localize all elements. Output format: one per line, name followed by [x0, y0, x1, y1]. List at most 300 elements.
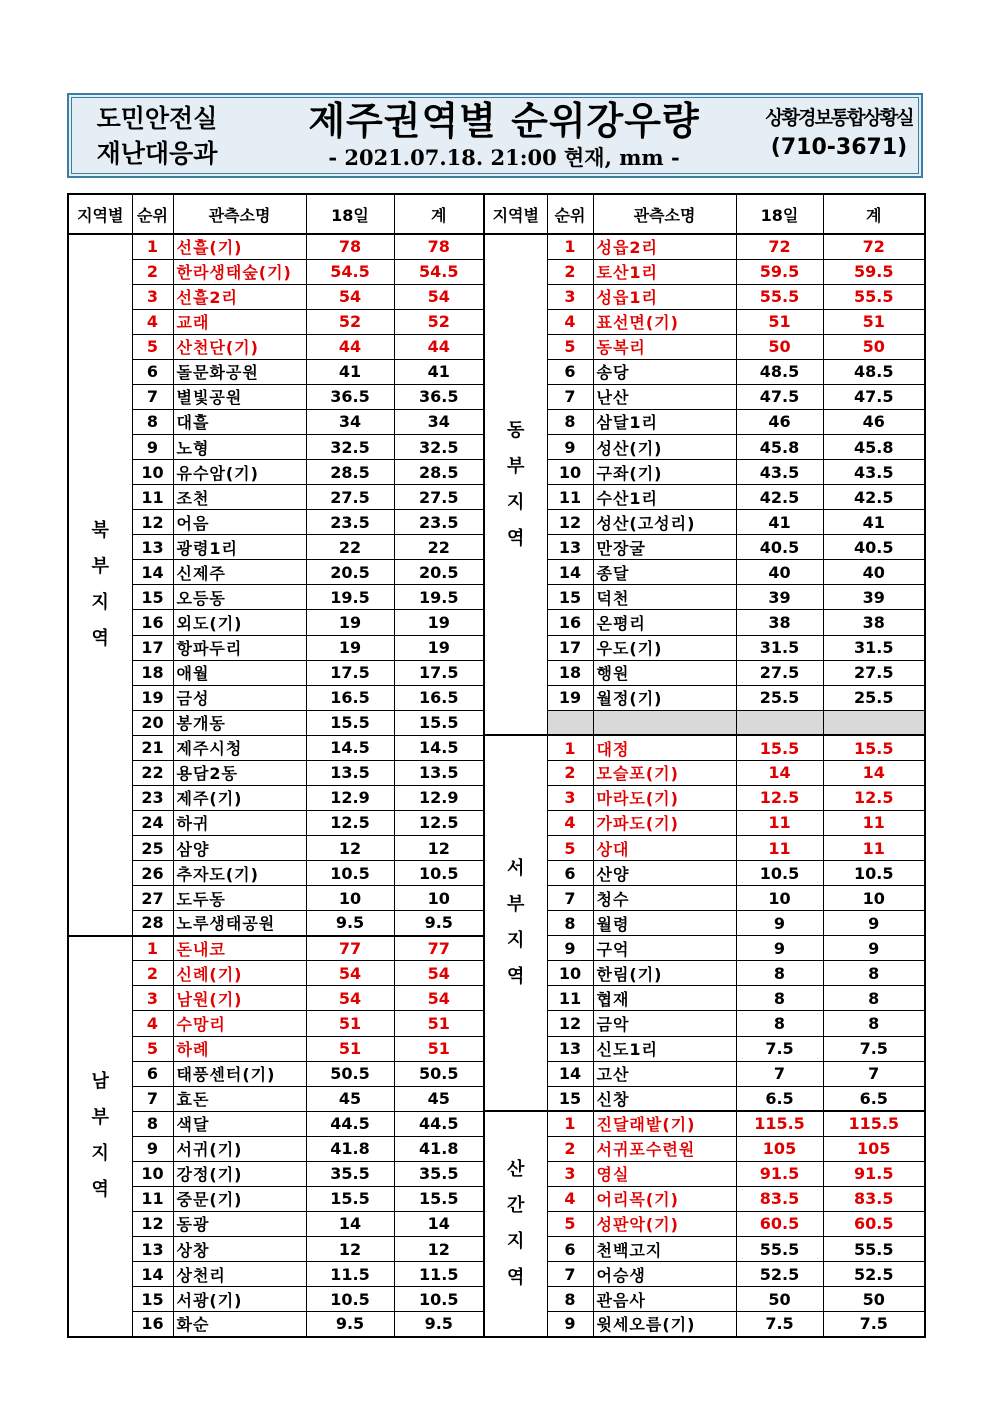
total-rainfall-cell: 11 [823, 836, 925, 861]
table-row [68, 1111, 925, 1136]
day-rainfall-cell: 20.5 [306, 560, 394, 585]
rank-cell: 14 [547, 1061, 593, 1086]
day-rainfall-cell: 45 [306, 1086, 394, 1111]
total-rainfall-cell: 9.5 [394, 911, 484, 936]
total-rainfall-cell: 40.5 [823, 535, 925, 560]
col-header-station: 관측소명 [593, 194, 736, 234]
total-rainfall-cell: 54 [394, 986, 484, 1011]
rank-cell: 3 [547, 284, 593, 309]
total-rainfall-cell: 9 [823, 911, 925, 936]
station-name-cell: 구좌(기) [593, 460, 736, 485]
day-rainfall-cell: 42.5 [736, 485, 823, 510]
total-rainfall-cell: 78 [394, 234, 484, 259]
total-rainfall-cell: 91.5 [823, 1161, 925, 1186]
day-rainfall-cell: 46 [736, 409, 823, 434]
rank-cell: 12 [132, 510, 173, 535]
day-rainfall-cell: 27.5 [736, 660, 823, 685]
total-rainfall-cell: 44.5 [394, 1111, 484, 1136]
rank-cell: 18 [547, 660, 593, 685]
station-name-cell: 성읍2리 [593, 234, 736, 259]
total-rainfall-cell: 72 [823, 234, 925, 259]
total-rainfall-cell: 48.5 [823, 359, 925, 384]
region-label-char: 남 [91, 1071, 109, 1093]
rank-cell: 6 [132, 1061, 173, 1086]
total-rainfall-cell: 52.5 [823, 1262, 925, 1287]
table-body [68, 234, 925, 1337]
station-name-cell: 금악 [593, 1011, 736, 1036]
rank-cell: 19 [132, 685, 173, 710]
station-name-cell: 모슬포(기) [593, 760, 736, 785]
day-rainfall-cell: 9.5 [306, 1312, 394, 1337]
rank-cell: 11 [132, 485, 173, 510]
region-label-char: 역 [507, 1266, 525, 1288]
total-rainfall-cell: 55.5 [823, 284, 925, 309]
rank-cell: 4 [132, 1011, 173, 1036]
day-rainfall-cell: 48.5 [736, 359, 823, 384]
region-label [68, 234, 132, 936]
day-rainfall-cell: 39 [736, 585, 823, 610]
rank-cell: 19 [547, 685, 593, 710]
total-rainfall-cell: 14 [823, 760, 925, 785]
rank-cell: 9 [132, 1136, 173, 1161]
station-name-cell: 제주시청 [173, 735, 306, 760]
station-name-cell: 월령 [593, 911, 736, 936]
rank-cell: 3 [132, 284, 173, 309]
rank-cell: 17 [547, 635, 593, 660]
rank-cell: 2 [132, 961, 173, 986]
day-rainfall-cell: 8 [736, 1011, 823, 1036]
rank-cell: 25 [132, 836, 173, 861]
day-rainfall-cell: 38 [736, 610, 823, 635]
col-header-rank: 순위 [132, 194, 173, 234]
rank-cell: 11 [547, 485, 593, 510]
station-name-cell: 산천단(기) [173, 334, 306, 359]
rank-cell: 16 [132, 1312, 173, 1337]
day-rainfall-cell: 6.5 [736, 1086, 823, 1111]
region-label-char: 역 [507, 527, 525, 549]
station-name-cell: 제주(기) [173, 785, 306, 810]
rank-cell: 5 [547, 334, 593, 359]
day-rainfall-cell: 51 [306, 1011, 394, 1036]
total-rainfall-cell: 51 [394, 1036, 484, 1061]
station-name-cell: 대정 [593, 735, 736, 760]
station-name-cell: 고산 [593, 1061, 736, 1086]
station-name-cell: 용담2동 [173, 760, 306, 785]
station-name-cell: 추자도(기) [173, 861, 306, 886]
day-rainfall-cell: 32.5 [306, 435, 394, 460]
rank-cell: 3 [547, 1161, 593, 1186]
day-rainfall-cell: 51 [736, 309, 823, 334]
rank-cell: 10 [132, 460, 173, 485]
rank-cell: 22 [132, 760, 173, 785]
station-name-cell: 외도(기) [173, 610, 306, 635]
station-name-cell: 상천리 [173, 1262, 306, 1287]
day-rainfall-cell: 54.5 [306, 259, 394, 284]
rank-cell: 6 [547, 861, 593, 886]
total-rainfall-cell: 7 [823, 1061, 925, 1086]
report-header [67, 93, 923, 178]
region-label-char: 부 [507, 455, 525, 477]
station-name-cell: 교래 [173, 309, 306, 334]
station-name-cell: 오등동 [173, 585, 306, 610]
station-name-cell: 동복리 [593, 334, 736, 359]
region-label-char: 지 [91, 591, 109, 613]
total-rainfall-cell: 36.5 [394, 384, 484, 409]
total-rainfall-cell: 15.5 [823, 735, 925, 760]
station-name-cell: 서광(기) [173, 1287, 306, 1312]
station-name-cell: 상대 [593, 836, 736, 861]
total-rainfall-cell: 50 [823, 1287, 925, 1312]
rank-cell: 8 [547, 409, 593, 434]
rank-cell: 7 [547, 1262, 593, 1287]
station-name-cell: 협재 [593, 986, 736, 1011]
total-rainfall-cell: 35.5 [394, 1161, 484, 1186]
station-name-cell [593, 710, 736, 735]
day-rainfall-cell: 23.5 [306, 510, 394, 535]
rank-cell: 15 [547, 1086, 593, 1111]
day-rainfall-cell: 51 [306, 1036, 394, 1061]
station-name-cell: 진달래밭(기) [593, 1111, 736, 1136]
station-name-cell: 마라도(기) [593, 785, 736, 810]
day-rainfall-cell: 41 [736, 510, 823, 535]
report-timestamp: - 2021.07.18. 21:00 현재, mm - [328, 145, 680, 170]
total-rainfall-cell [823, 710, 925, 735]
rank-cell: 4 [547, 1186, 593, 1211]
total-rainfall-cell: 41 [823, 510, 925, 535]
rank-cell: 13 [132, 1237, 173, 1262]
station-name-cell: 영실 [593, 1161, 736, 1186]
rank-cell: 3 [132, 986, 173, 1011]
total-rainfall-cell: 19 [394, 635, 484, 660]
day-rainfall-cell: 12.9 [306, 785, 394, 810]
day-rainfall-cell: 15.5 [306, 1186, 394, 1211]
day-rainfall-cell: 11 [736, 836, 823, 861]
station-name-cell: 수산1리 [593, 485, 736, 510]
total-rainfall-cell: 9.5 [394, 1312, 484, 1337]
total-rainfall-cell: 10.5 [394, 861, 484, 886]
station-name-cell: 청수 [593, 886, 736, 911]
day-rainfall-cell: 91.5 [736, 1161, 823, 1186]
col-header-day: 18일 [736, 194, 823, 234]
region-label-char: 부 [507, 894, 525, 916]
station-name-cell: 하귀 [173, 810, 306, 835]
total-rainfall-cell: 11 [823, 810, 925, 835]
region-label [484, 1111, 547, 1337]
station-name-cell: 한라생태숲(기) [173, 259, 306, 284]
rank-cell: 23 [132, 785, 173, 810]
station-name-cell: 신제주 [173, 560, 306, 585]
station-name-cell: 어리목(기) [593, 1186, 736, 1211]
day-rainfall-cell: 50 [736, 1287, 823, 1312]
station-name-cell: 선흘2리 [173, 284, 306, 309]
rank-cell: 5 [132, 1036, 173, 1061]
day-rainfall-cell: 44 [306, 334, 394, 359]
day-rainfall-cell: 12.5 [736, 785, 823, 810]
rank-cell: 7 [547, 384, 593, 409]
total-rainfall-cell: 32.5 [394, 435, 484, 460]
total-rainfall-cell: 47.5 [823, 384, 925, 409]
total-rainfall-cell: 20.5 [394, 560, 484, 585]
station-name-cell: 대흘 [173, 409, 306, 434]
rank-cell: 7 [547, 886, 593, 911]
rank-cell: 24 [132, 810, 173, 835]
total-rainfall-cell: 13.5 [394, 760, 484, 785]
station-name-cell: 동광 [173, 1211, 306, 1236]
station-name-cell: 구억 [593, 936, 736, 961]
rank-cell: 21 [132, 735, 173, 760]
region-label-char: 부 [91, 1107, 109, 1129]
region-label-char: 역 [91, 627, 109, 649]
total-rainfall-cell: 16.5 [394, 685, 484, 710]
total-rainfall-cell: 22 [394, 535, 484, 560]
day-rainfall-cell: 19 [306, 635, 394, 660]
station-name-cell: 가파도(기) [593, 810, 736, 835]
station-name-cell: 월정(기) [593, 685, 736, 710]
station-name-cell: 덕천 [593, 585, 736, 610]
total-rainfall-cell: 105 [823, 1136, 925, 1161]
total-rainfall-cell: 41 [394, 359, 484, 384]
station-name-cell: 성산(기) [593, 435, 736, 460]
rank-cell: 17 [132, 635, 173, 660]
day-rainfall-cell: 47.5 [736, 384, 823, 409]
station-name-cell: 노형 [173, 435, 306, 460]
station-name-cell: 행원 [593, 660, 736, 685]
day-rainfall-cell: 52.5 [736, 1262, 823, 1287]
day-rainfall-cell: 54 [306, 986, 394, 1011]
contact-block [759, 103, 919, 163]
station-name-cell: 중문(기) [173, 1186, 306, 1211]
station-name-cell: 천백고지 [593, 1237, 736, 1262]
rank-cell: 14 [547, 560, 593, 585]
station-name-cell: 효돈 [173, 1086, 306, 1111]
rank-cell: 1 [547, 1111, 593, 1136]
station-name-cell: 한림(기) [593, 961, 736, 986]
rank-cell: 2 [132, 259, 173, 284]
day-rainfall-cell: 31.5 [736, 635, 823, 660]
total-rainfall-cell: 55.5 [823, 1237, 925, 1262]
day-rainfall-cell: 105 [736, 1136, 823, 1161]
station-name-cell: 신창 [593, 1086, 736, 1111]
station-name-cell: 삼달1리 [593, 409, 736, 434]
day-rainfall-cell: 52 [306, 309, 394, 334]
day-rainfall-cell: 10 [736, 886, 823, 911]
rank-cell: 4 [132, 309, 173, 334]
station-name-cell: 상창 [173, 1237, 306, 1262]
rank-cell: 10 [547, 961, 593, 986]
department-line2: 재난대응과 [96, 139, 218, 168]
region-label [68, 936, 132, 1337]
day-rainfall-cell: 40 [736, 560, 823, 585]
day-rainfall-cell: 60.5 [736, 1211, 823, 1236]
day-rainfall-cell: 115.5 [736, 1111, 823, 1136]
rank-cell: 1 [547, 234, 593, 259]
station-name-cell: 종달 [593, 560, 736, 585]
station-name-cell: 표선면(기) [593, 309, 736, 334]
rank-cell: 18 [132, 660, 173, 685]
day-rainfall-cell: 11.5 [306, 1262, 394, 1287]
day-rainfall-cell: 8 [736, 961, 823, 986]
station-name-cell: 온평리 [593, 610, 736, 635]
rank-cell: 11 [132, 1186, 173, 1211]
rank-cell: 14 [132, 1262, 173, 1287]
total-rainfall-cell: 11.5 [394, 1262, 484, 1287]
region-label [484, 234, 547, 735]
day-rainfall-cell: 7 [736, 1061, 823, 1086]
rank-cell: 10 [547, 460, 593, 485]
station-name-cell: 어승생 [593, 1262, 736, 1287]
region-label-char: 지 [507, 491, 525, 513]
page-title: 제주권역별 순위강우량 [308, 99, 700, 143]
total-rainfall-cell: 17.5 [394, 660, 484, 685]
total-rainfall-cell: 34 [394, 409, 484, 434]
total-rainfall-cell: 52 [394, 309, 484, 334]
region-label-char: 간 [507, 1194, 525, 1216]
total-rainfall-cell: 8 [823, 986, 925, 1011]
total-rainfall-cell: 40 [823, 560, 925, 585]
day-rainfall-cell: 55.5 [736, 284, 823, 309]
station-name-cell: 남원(기) [173, 986, 306, 1011]
day-rainfall-cell: 59.5 [736, 259, 823, 284]
total-rainfall-cell: 8 [823, 1011, 925, 1036]
day-rainfall-cell: 36.5 [306, 384, 394, 409]
day-rainfall-cell: 8 [736, 986, 823, 1011]
station-name-cell: 하례 [173, 1036, 306, 1061]
total-rainfall-cell: 41.8 [394, 1136, 484, 1161]
station-name-cell: 노루생태공원 [173, 911, 306, 936]
rank-cell: 10 [132, 1161, 173, 1186]
station-name-cell: 어음 [173, 510, 306, 535]
station-name-cell: 색달 [173, 1111, 306, 1136]
rank-cell: 28 [132, 911, 173, 936]
day-rainfall-cell: 10 [306, 886, 394, 911]
total-rainfall-cell: 83.5 [823, 1186, 925, 1211]
total-rainfall-cell: 14 [394, 1211, 484, 1236]
station-name-cell: 산양 [593, 861, 736, 886]
col-header-total: 계 [823, 194, 925, 234]
rank-cell: 1 [132, 234, 173, 259]
rank-cell: 12 [547, 1011, 593, 1036]
region-label [484, 735, 547, 1111]
total-rainfall-cell: 54.5 [394, 259, 484, 284]
total-rainfall-cell: 54 [394, 284, 484, 309]
total-rainfall-cell: 50 [823, 334, 925, 359]
total-rainfall-cell: 7.5 [823, 1312, 925, 1337]
day-rainfall-cell: 15.5 [306, 710, 394, 735]
day-rainfall-cell: 12 [306, 1237, 394, 1262]
total-rainfall-cell: 39 [823, 585, 925, 610]
total-rainfall-cell: 9 [823, 936, 925, 961]
rank-cell: 6 [547, 1237, 593, 1262]
station-name-cell: 신례(기) [173, 961, 306, 986]
rank-cell: 12 [547, 510, 593, 535]
day-rainfall-cell: 72 [736, 234, 823, 259]
station-name-cell: 애월 [173, 660, 306, 685]
day-rainfall-cell: 15.5 [736, 735, 823, 760]
day-rainfall-cell: 55.5 [736, 1237, 823, 1262]
total-rainfall-cell: 12.5 [823, 785, 925, 810]
station-name-cell: 송당 [593, 359, 736, 384]
day-rainfall-cell: 17.5 [306, 660, 394, 685]
rank-cell: 9 [547, 435, 593, 460]
day-rainfall-cell: 54 [306, 961, 394, 986]
col-header-total: 계 [394, 194, 484, 234]
total-rainfall-cell: 12 [394, 836, 484, 861]
total-rainfall-cell: 31.5 [823, 635, 925, 660]
region-label-char: 지 [91, 1143, 109, 1165]
station-name-cell: 난산 [593, 384, 736, 409]
rank-cell: 8 [132, 409, 173, 434]
total-rainfall-cell: 15.5 [394, 710, 484, 735]
rainfall-ranking-table [67, 193, 926, 1338]
rank-cell: 8 [547, 1287, 593, 1312]
region-label-char: 지 [507, 1230, 525, 1252]
rank-cell: 15 [132, 1287, 173, 1312]
rank-cell: 3 [547, 785, 593, 810]
station-name-cell: 돌문화공원 [173, 359, 306, 384]
total-rainfall-cell: 45 [394, 1086, 484, 1111]
day-rainfall-cell: 9 [736, 936, 823, 961]
rank-cell: 12 [132, 1211, 173, 1236]
total-rainfall-cell: 12.9 [394, 785, 484, 810]
region-label-char: 부 [91, 555, 109, 577]
day-rainfall-cell: 41.8 [306, 1136, 394, 1161]
day-rainfall-cell: 28.5 [306, 460, 394, 485]
office-name: 상황경보통합상황실 [765, 107, 913, 129]
region-label-char: 북 [91, 519, 109, 541]
day-rainfall-cell: 34 [306, 409, 394, 434]
station-name-cell: 봉개동 [173, 710, 306, 735]
day-rainfall-cell: 13.5 [306, 760, 394, 785]
rank-cell: 9 [547, 936, 593, 961]
day-rainfall-cell: 35.5 [306, 1161, 394, 1186]
total-rainfall-cell: 10.5 [394, 1287, 484, 1312]
rank-cell: 4 [547, 309, 593, 334]
total-rainfall-cell: 45.8 [823, 435, 925, 460]
day-rainfall-cell: 77 [306, 936, 394, 961]
total-rainfall-cell: 46 [823, 409, 925, 434]
station-name-cell: 서귀(기) [173, 1136, 306, 1161]
station-name-cell: 관음사 [593, 1287, 736, 1312]
total-rainfall-cell: 44 [394, 334, 484, 359]
rank-cell: 2 [547, 1136, 593, 1161]
day-rainfall-cell: 11 [736, 810, 823, 835]
day-rainfall-cell: 12.5 [306, 810, 394, 835]
day-rainfall-cell: 41 [306, 359, 394, 384]
total-rainfall-cell: 8 [823, 961, 925, 986]
station-name-cell: 신도1리 [593, 1036, 736, 1061]
rank-cell: 20 [132, 710, 173, 735]
col-header-day: 18일 [306, 194, 394, 234]
rank-cell: 26 [132, 861, 173, 886]
total-rainfall-cell: 60.5 [823, 1211, 925, 1236]
day-rainfall-cell: 9 [736, 911, 823, 936]
day-rainfall-cell: 44.5 [306, 1111, 394, 1136]
rank-cell: 14 [132, 560, 173, 585]
department-line1: 도민안전실 [96, 104, 218, 133]
station-name-cell: 삼양 [173, 836, 306, 861]
total-rainfall-cell: 19 [394, 610, 484, 635]
table-row [68, 234, 925, 259]
station-name-cell: 만장굴 [593, 535, 736, 560]
region-label-char: 산 [507, 1158, 525, 1180]
region-label-char: 역 [507, 966, 525, 988]
day-rainfall-cell: 50 [736, 334, 823, 359]
rank-cell: 7 [132, 1086, 173, 1111]
station-name-cell: 성읍1리 [593, 284, 736, 309]
station-name-cell: 수망리 [173, 1011, 306, 1036]
region-label-char: 동 [507, 419, 525, 441]
total-rainfall-cell: 10 [823, 886, 925, 911]
